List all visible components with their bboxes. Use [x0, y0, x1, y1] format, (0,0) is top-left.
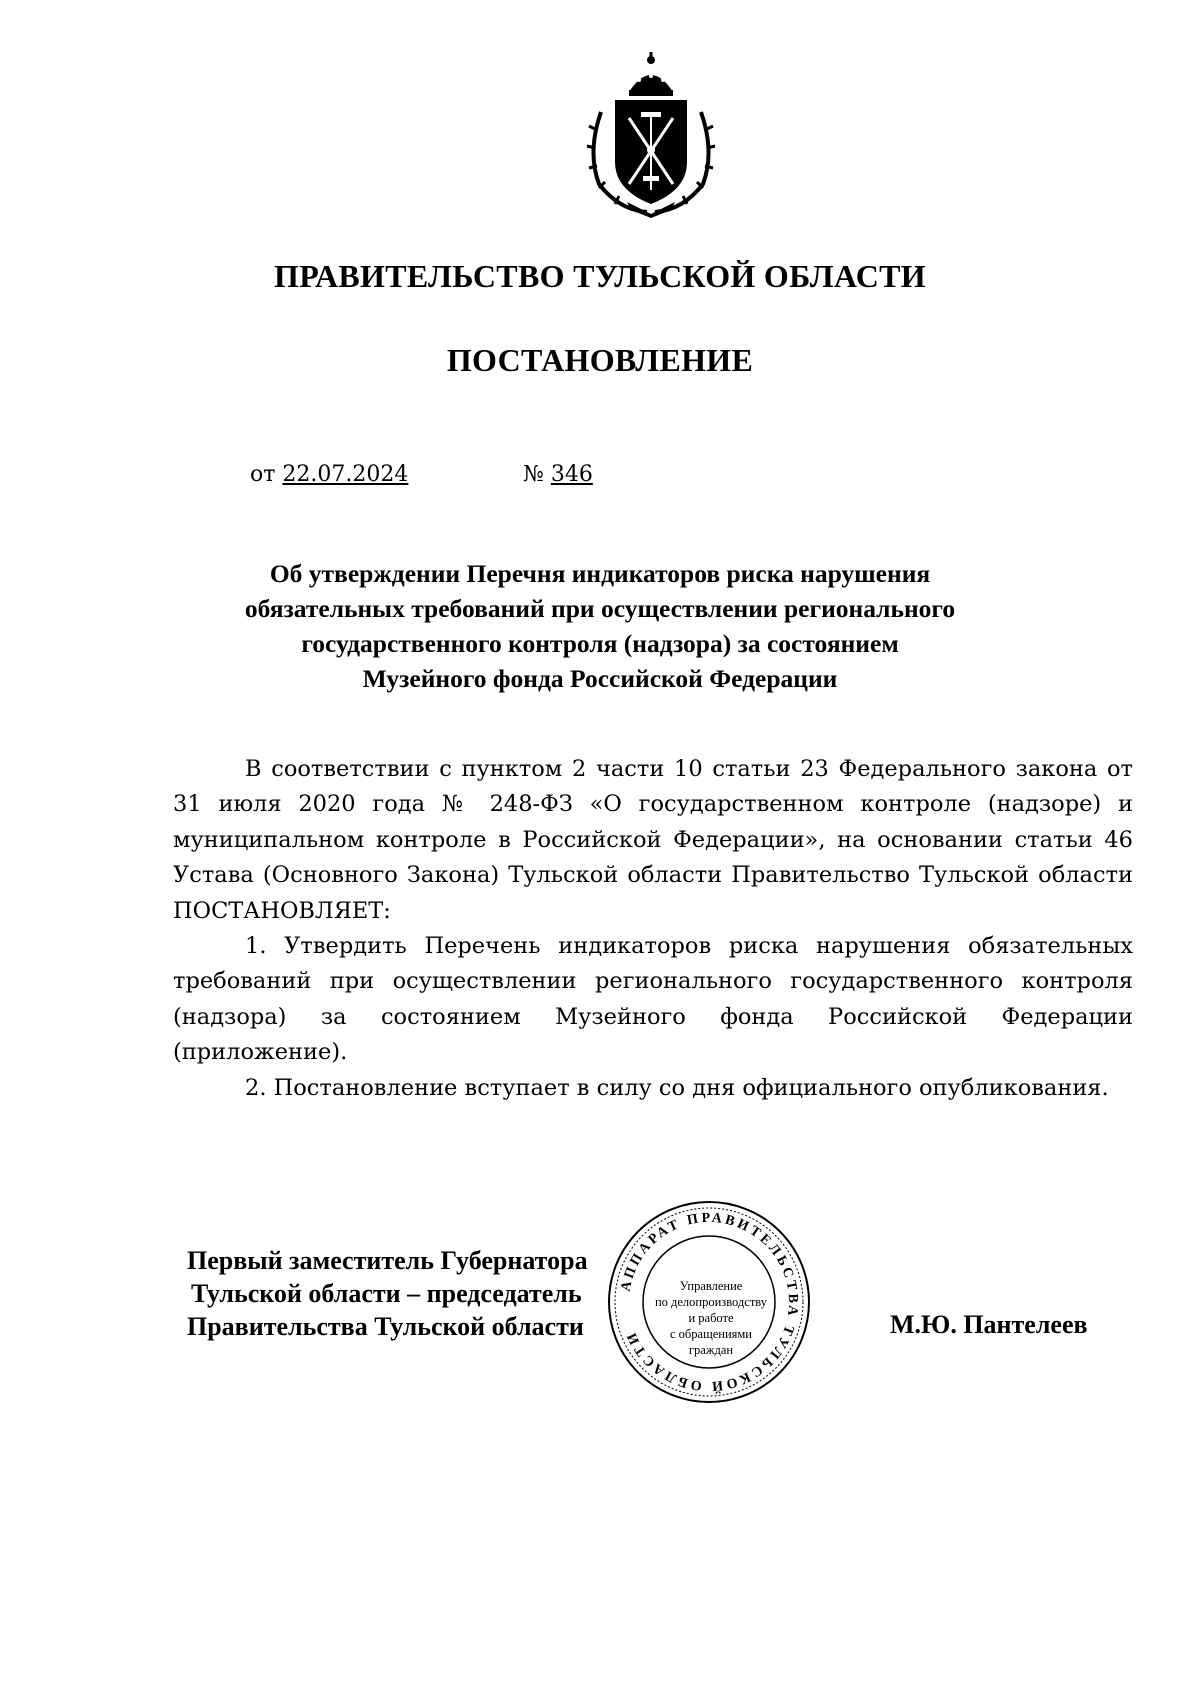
government-title: ПРАВИТЕЛЬСТВО ТУЛЬСКОЙ ОБЛАСТИ [274, 258, 926, 294]
number-value: 346 [550, 462, 593, 487]
body-paragraph: 2. Постановление вступает в силу со дня официального опубликования. [245, 1074, 1109, 1101]
stamp-line: граждан [688, 1343, 734, 1357]
signatory-position [187, 1244, 588, 1343]
document-body [173, 752, 1133, 1106]
position-line: Тульской области – председатель [191, 1279, 582, 1308]
stamp-ring-text: АППАРАТ ПРАВИТЕЛЬСТВА ТУЛЬСКОЙ ОБЛАСТИ [618, 1210, 801, 1394]
stamp-center-text [636, 1278, 786, 1358]
date-value: 22.07.2024 [282, 462, 409, 487]
stamp-line: с обращениями [670, 1327, 752, 1341]
subject-line: обязательных требований при осуществлении регионального [244, 594, 956, 623]
document-number [523, 462, 593, 487]
stamp-line: Управление [679, 1279, 743, 1293]
number-prefix: № [523, 462, 544, 487]
body-paragraph: В соответствии с пунктом 2 части 10 статьи 23 Федерального закона от 31 июля 2020 года № 248-ФЗ «О государственном контроле (надзоре) и муниципальном контроле в Российской Федерации», на основании статьи 46 Устава (Основного Закона) Тульской области Правительство Тульской области ПОСТАНОВЛЯЕТ: [173, 756, 1133, 924]
subject-line: Музейного фонда Российской Федерации [362, 664, 838, 693]
date-prefix: от [250, 462, 276, 487]
document-subject [200, 556, 1000, 696]
subject-line: государственного контроля (надзора) за состоянием [301, 629, 899, 658]
body-paragraph: 1. Утвердить Перечень индикаторов риска нарушения обязательных требований при осуществлении регионального государственного контроля (надзора) за состоянием Музейного фонда Российской Федерации (приложение). [173, 933, 1133, 1066]
stamp-line: по делопроизводству [654, 1295, 768, 1309]
position-line: Первый заместитель Губернатора [187, 1246, 588, 1275]
subject-line: Об утверждении Перечня индикаторов риска нарушения [269, 559, 931, 588]
position-line: Правительства Тульской области [187, 1312, 584, 1341]
document-date [250, 462, 408, 487]
signatory-name: М.Ю. Пантелеев [890, 1310, 1088, 1339]
stamp-line: и работе [688, 1311, 734, 1325]
document-type-title: ПОСТАНОВЛЕНИЕ [446, 342, 754, 378]
coat-of-arms-emblem [585, 52, 717, 218]
